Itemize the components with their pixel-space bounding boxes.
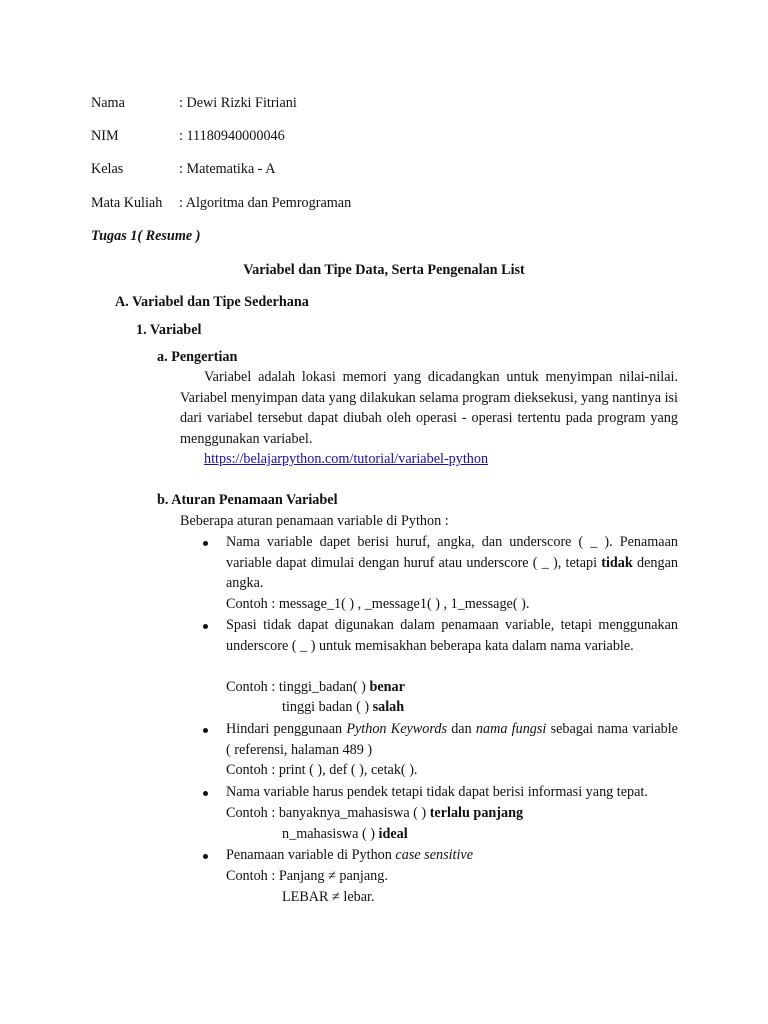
bullet-point	[203, 854, 208, 859]
bullet-2-example-1: Contoh : tinggi_badan( ) benar	[226, 679, 405, 695]
bullet-5-example-1: Contoh : Panjang ≠ panjang.	[226, 868, 388, 884]
document-title: Variabel dan Tipe Data, Serta Pengenalan List	[243, 262, 525, 278]
bullet-4-example-2: n_mahasiswa ( ) ideal	[282, 826, 408, 842]
subsection-a-heading: a. Pengertian	[157, 349, 238, 365]
bullet-5-text: Penamaan variable di Python case sensitive	[226, 847, 474, 863]
reference-link[interactable]: https://belajarpython.com/tutorial/variabel-python	[204, 451, 489, 467]
info-label-nim: NIM	[91, 128, 119, 144]
info-value-mata-kuliah: : Algoritma dan Pemrograman	[179, 195, 352, 211]
bullet-1-example: Contoh : message_1( ) , _message1( ) , 1_message( ).	[226, 596, 530, 612]
info-value-nama: : Dewi Rizki Fitriani	[179, 95, 297, 111]
bullet-2-text: Spasi tidak dapat digunakan dalam penamaan variable, tetapi menggunakan underscore ( _ ) untuk memisakhan beberapa kata dalam nama variable.	[226, 617, 678, 654]
aturan-intro: Beberapa aturan penamaan variable di Python :	[180, 513, 449, 529]
subsection-1-heading: 1. Variabel	[136, 322, 202, 338]
bullet-2-example-2: tinggi badan ( ) salah	[282, 699, 405, 715]
bullet-3-example: Contoh : print ( ), def ( ), cetak( ).	[226, 762, 418, 778]
info-label-nama: Nama	[91, 95, 125, 111]
bullet-4-text: Nama variable harus pendek tetapi tidak dapat berisi informasi yang tepat.	[226, 784, 648, 800]
assignment-title: Tugas 1( Resume )	[91, 228, 201, 244]
bullet-point	[203, 624, 208, 629]
bullet-4-example-1: Contoh : banyaknya_mahasiswa ( ) terlalu panjang	[226, 805, 524, 821]
info-label-kelas: Kelas	[91, 161, 124, 177]
subsection-b-heading: b. Aturan Penamaan Variabel	[157, 492, 338, 508]
info-value-nim: : 11180940000046	[179, 128, 285, 144]
info-label-mata-kuliah: Mata Kuliah	[91, 195, 163, 211]
bullet-point	[203, 541, 208, 546]
bullet-5-example-2: LEBAR ≠ lebar.	[282, 889, 375, 905]
info-value-kelas: : Matematika - A	[179, 161, 276, 177]
bullet-1-text: Nama variable dapet berisi huruf, angka, dan underscore ( _ ). Penamaan variable dapat dimulai dengan huruf atau underscore ( _ ), tetapi tidak dengan angka.	[226, 534, 678, 591]
bullet-point	[203, 728, 208, 733]
bullet-3-text: Hindari penggunaan Python Keywords dan nama fungsi sebagai nama variable ( referensi, halaman 489 )	[226, 721, 678, 758]
pengertian-paragraph: Variabel adalah lokasi memori yang dicadangkan untuk menyimpan nilai-nilai. Variabel menyimpan data yang dilakukan selama program dieksekusi, yang nantinya isi dari variabel tersebut dapat diubah oleh operasi - operasi tertentu pada program yang menggunakan variabel.	[180, 369, 678, 447]
bullet-point	[203, 791, 208, 796]
section-a-heading: A. Variabel dan Tipe Sederhana	[115, 294, 309, 310]
